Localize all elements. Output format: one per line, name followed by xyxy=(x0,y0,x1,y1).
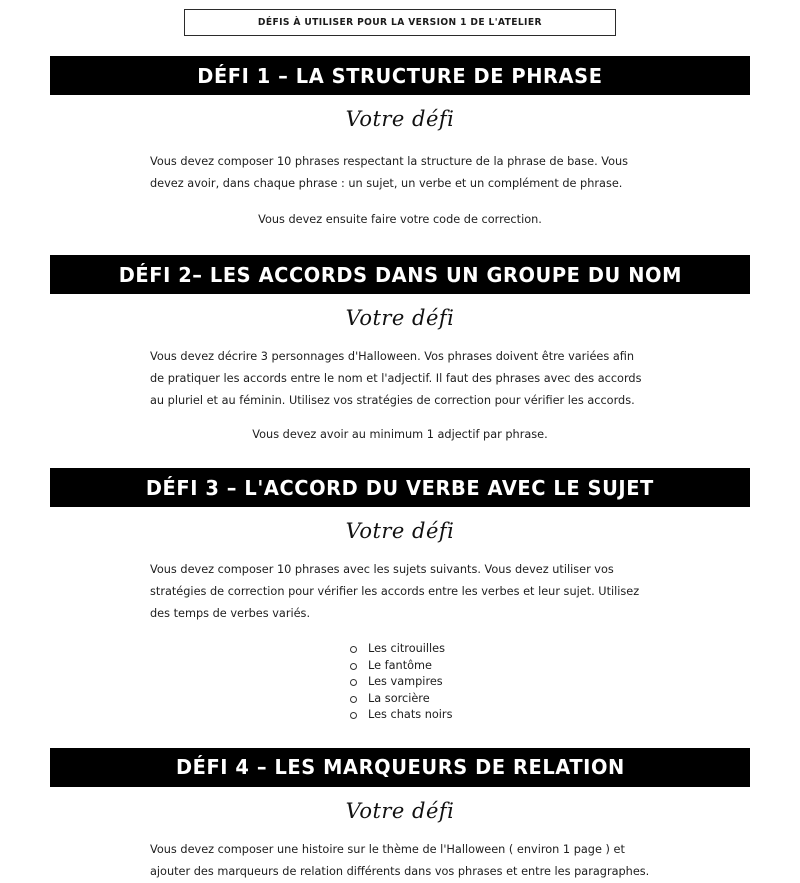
section-paragraph-2: Vous devez décrire 3 personnages d'Halloween. Vos phrases doivent être variées afin de pratiquer les accords entre le nom et l'adjectif. Il faut des phrases avec des accords au pluriel et au féminin. Utilisez vos stratégies de correction pour vérifier les accords. xyxy=(150,350,642,407)
script-label-1: Votre défi xyxy=(345,107,455,131)
section-body-2 xyxy=(150,346,650,446)
section-body-4 xyxy=(150,839,650,883)
script-label-2: Votre défi xyxy=(345,306,455,330)
section-note-1: Vous devez ensuite faire votre code de correction. xyxy=(258,213,542,226)
list-item: Les vampires xyxy=(350,674,800,691)
section-heading-4: DÉFI 4 – LES MARQUEURS DE RELATION xyxy=(175,755,625,779)
section-heading-2: DÉFI 2– LES ACCORDS DANS UN GROUPE DU NOM xyxy=(118,262,682,287)
script-label-3: Votre défi xyxy=(345,519,455,543)
section-paragraph-3: Vous devez composer 10 phrases avec les sujets suivants. Vous devez utiliser vos stratégies de correction pour vérifier les accords entre les verbes et leur sujet. Utilisez des temps de verbes variés. xyxy=(150,563,640,620)
script-label-4: Votre défi xyxy=(345,798,455,823)
section-heading-bar-1 xyxy=(50,56,750,95)
section-body-3 xyxy=(150,559,650,625)
section-note-2: Vous devez avoir au minimum 1 adjectif par phrase. xyxy=(252,428,548,441)
top-banner-text: DÉFIS À UTILISER POUR LA VERSION 1 DE L'ATELIER xyxy=(258,17,542,28)
section-heading-bar-4 xyxy=(50,748,750,787)
section-heading-3: DÉFI 3 – L'ACCORD DU VERBE AVEC LE SUJET xyxy=(145,475,655,500)
list-item: Les citrouilles xyxy=(350,641,800,658)
section-paragraph-4: Vous devez composer une histoire sur le thème de l'Halloween ( environ 1 page ) et ajouter des marqueurs de relation différents dans vos phrases et entre les paragraphes. xyxy=(150,842,650,878)
section-paragraph-1: Vous devez composer 10 phrases respectant la structure de la phrase de base. Vous devez avoir, dans chaque phrase : un sujet, un verbe et un complément de phrase. xyxy=(150,155,629,190)
document-page xyxy=(0,9,800,878)
document-top-banner xyxy=(184,9,616,36)
list-item: Le fantôme xyxy=(350,658,800,675)
list-item: La sorcière xyxy=(350,691,800,708)
section-body-1 xyxy=(150,151,650,231)
section-heading-bar-3 xyxy=(50,468,750,507)
section-heading-bar-2 xyxy=(50,255,750,294)
section-heading-1: DÉFI 1 – LA STRUCTURE DE PHRASE xyxy=(197,63,603,88)
list-item: Les chats noirs xyxy=(350,707,800,724)
section-bullet-list-3 xyxy=(0,641,800,724)
